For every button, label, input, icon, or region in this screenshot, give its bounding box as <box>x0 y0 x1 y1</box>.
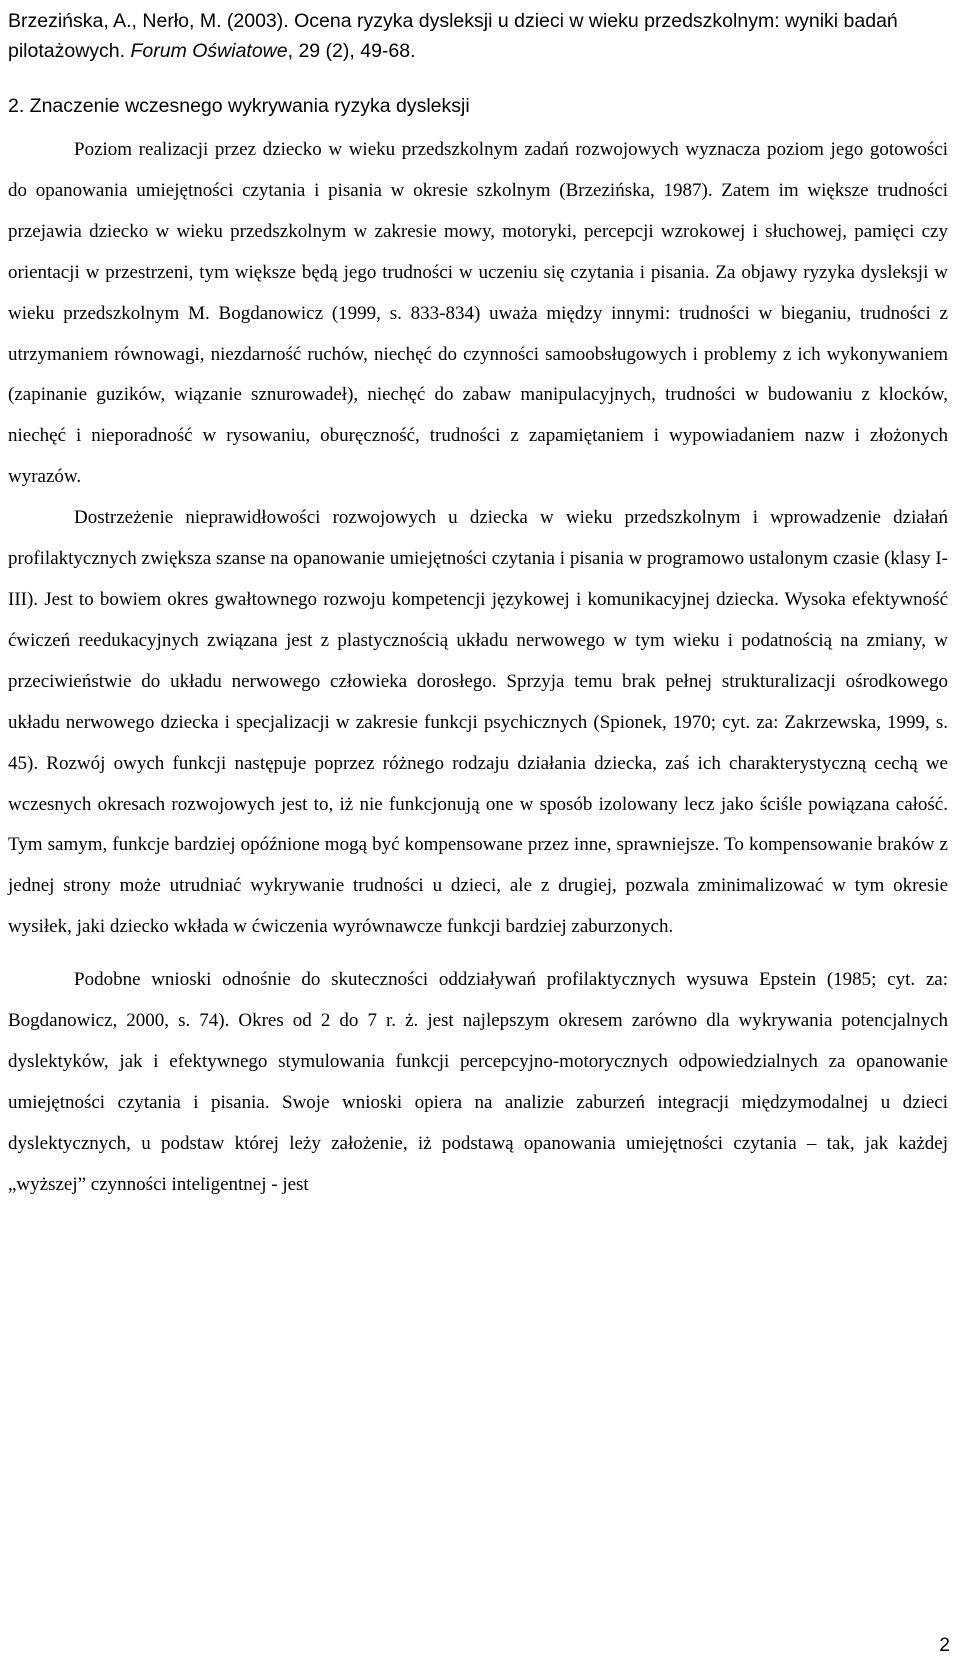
citation-title: Ocena ryzyka dysleksji u dzieci w wieku przedszkolnym: wyniki badań pilotażowych. <box>8 10 898 62</box>
paragraph-2: Dostrzeżenie nieprawidłowości rozwojowych u dziecka w wieku przedszkolnym i wprowadzenie działań profilaktycznych zwiększa szanse na opanowanie umiejętności czytania i pisania w programowo ustalonym czasie (klasy I-III). Jest to bowiem okres gwałtownego rozwoju kompetencji językowej i komunikacyjnej dziecka. Wysoka efektywność ćwiczeń reedukacyjnych związana jest z plastycznością układu nerwowego w tym wieku i podatnością na zmiany, w przeciwieństwie do układu nerwowego człowieka dorosłego. Sprzyja temu brak pełnej strukturalizacji ośrodkowego układu nerwowego dziecka i specjalizacji w zakresie funkcji psychicznych (Spionek, 1970; cyt. za: Zakrzewska, 1999, s. 45). Rozwój owych funkcji następuje poprzez różnego rodzaju działania dziecka, zaś ich charakterystyczną cechą we wczesnych okresach rozwojowych jest to, iż nie funkcjonują one w sposób izolowany lecz jako ściśle powiązana całość. Tym samym, funkcje bardziej opóźnione mogą być kompensowane przez inne, sprawniejsze. To kompensowanie braków z jednej strony może utrudniać wykrywanie trudności u dzieci, ale z drugiej, pozwala zminimalizować w tym okresie wysiłek, jaki dziecko wkłada w ćwiczenia wyrównawcze funkcji bardziej zaburzonych. <box>8 507 948 938</box>
citation-journal: Forum Oświatowe <box>130 40 288 62</box>
section-heading: 2. Znaczenie wczesnego wykrywania ryzyka dysleksji <box>8 95 470 117</box>
citation-volume-pages: , 29 (2), 49-68. <box>287 40 416 62</box>
body-text <box>8 130 948 1206</box>
citation-authors-year: Brzezińska, A., Nerło, M. (2003). <box>8 10 295 32</box>
bibliographic-citation <box>8 6 948 66</box>
page-number: 2 <box>939 1635 950 1656</box>
paragraph-3: Podobne wnioski odnośnie do skuteczności oddziaływań profilaktycznych wysuwa Epstein (1985; cyt. za: Bogdanowicz, 2000, s. 74). Okres od 2 do 7 r. ż. jest najlepszym okresem zarówno dla wykrywania potencjalnych dyslektyków, jak i efektywnego stymulowania funkcji percepcyjno-motorycznych odpowiedzialnych za opanowanie umiejętności czytania i pisania. Swoje wnioski opiera na analizie zaburzeń integracji międzymodalnej u dzieci dyslektycznych, u podstaw której leży założenie, iż podstawą opanowania umiejętności czytania – tak, jak każdej „wyższej” czynności inteligentnej - jest <box>8 969 948 1195</box>
paragraph-1: Poziom realizacji przez dziecko w wieku przedszkolnym zadań rozwojowych wyznacza poziom jego gotowości do opanowania umiejętności czytania i pisania w okresie szkolnym (Brzezińska, 1987). Zatem im większe trudności przejawia dziecko w wieku przedszkolnym w zakresie mowy, motoryki, percepcji wzrokowej i słuchowej, pamięci czy orientacji w przestrzeni, tym większe będą jego trudności w uczeniu się czytania i pisania. Za objawy ryzyka dysleksji w wieku przedszkolnym M. Bogdanowicz (1999, s. 833-834) uważa między innymi: trudności w bieganiu, trudności z utrzymaniem równowagi, niezdarność ruchów, niechęć do czynności samoobsługowych i problemy z ich wykonywaniem (zapinanie guzików, wiązanie sznurowadeł), niechęć do zabaw manipulacyjnych, trudności w budowaniu z klocków, niechęć i nieporadność w rysowaniu, oburęczność, trudności z zapamiętaniem i wypowiadaniem nazw i złożonych wyrazów. <box>8 139 948 488</box>
